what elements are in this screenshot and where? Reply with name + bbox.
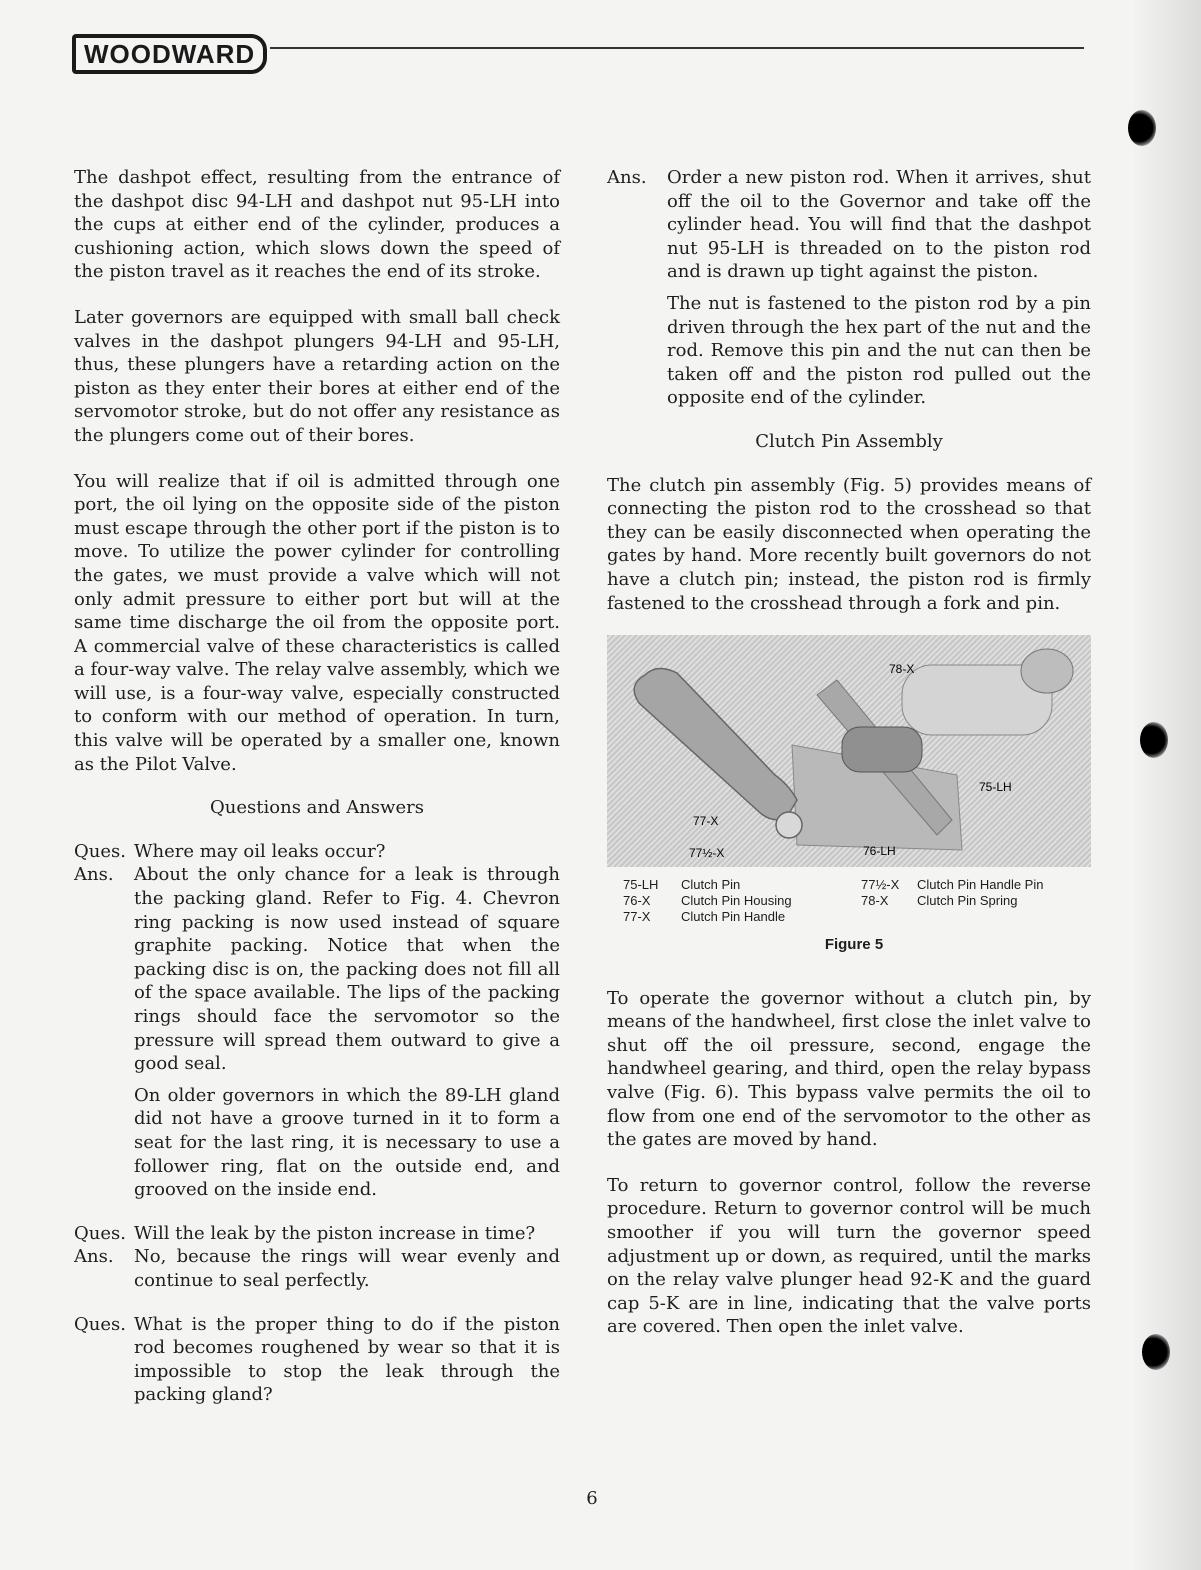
- answer-2: [74, 1245, 560, 1292]
- woodward-logo: WOODWARD: [72, 34, 267, 74]
- figure-legend: [623, 877, 1091, 925]
- legend-code: 78-X: [861, 893, 889, 909]
- page-number: 6: [586, 1488, 598, 1509]
- legend-name: Clutch Pin Spring: [917, 893, 1018, 909]
- legend-name: Clutch Pin Handle: [681, 909, 786, 925]
- ques-label: Ques.: [74, 1313, 126, 1335]
- callout-label: 76-LH: [863, 844, 896, 859]
- ball-check-paragraph: Later governors are equipped with small ball check valves in the dashpot plungers 94-LH and 95-LH, thus, these plungers have a retarding action on the piston as they enter their bores at either end of the servomotor stroke, but do not offer any resistance as the plungers come out of their bores.: [74, 306, 560, 446]
- binder-hole: [1128, 110, 1156, 146]
- question-2: [74, 1222, 560, 1246]
- ans-label: Ans.: [607, 167, 647, 188]
- left-column: [74, 166, 560, 1407]
- legend-code: 77½-X: [861, 877, 900, 893]
- answer-text: About the only chance for a leak is through the packing gland. Refer to Fig. 4. Chevron ring packing is now used instead of square graphite packing. Notice that when the packing disc is on, the packing does not fill all of the space available. The lips of the packing rings should face the servomotor so the pressure will spread them outward to give a good seal.: [134, 864, 560, 1075]
- clutch-pin-heading: Clutch Pin Assembly: [755, 430, 943, 452]
- answer-text: No, because the rings will wear evenly and continue to seal perfectly.: [134, 1246, 560, 1291]
- callout-label: 75-LH: [979, 780, 1012, 795]
- binder-hole: [1140, 722, 1168, 758]
- answer-1: [74, 863, 560, 1075]
- header-rule: [270, 47, 1084, 49]
- figure-5-photo: [607, 635, 1091, 867]
- legend-code: 77-X: [623, 909, 651, 925]
- question-3: [74, 1313, 560, 1407]
- ques-label: Ques.: [74, 840, 126, 862]
- callout-label: 77-X: [693, 814, 719, 829]
- question-text: Will the leak by the piston increase in time?: [134, 1222, 536, 1244]
- legend-name: Clutch Pin: [681, 877, 741, 893]
- clutch-pin-paragraph: The clutch pin assembly (Fig. 5) provides means of connecting the piston rod to the crosshead so that they can be easily disconnected when operating the gates by hand. More recently built governors do not have a clutch pin; instead, the piston rod is firmly fastened to the crosshead through a fork and pin.: [607, 474, 1091, 614]
- page-edge-shadow: [1131, 0, 1201, 1570]
- qa-heading: Questions and Answers: [210, 797, 424, 819]
- legend-name: Clutch Pin Handle Pin: [917, 877, 1044, 893]
- answer-1-continued: On older governors in which the 89-LH gland did not have a groove turned in it to form a seat for the last ring, it is necessary to use a follower ring, flat on the outside end, and grooved on the inside end.: [134, 1084, 560, 1201]
- answer-text: Order a new piston rod. When it arrives, shut off the oil to the Governor and take off the cylinder head. You will find that the dashpot nut 95-LH is threaded on to the piston rod and is drawn up tight against the piston.: [667, 167, 1091, 283]
- clutch-pin-assembly-photo: [607, 635, 1091, 867]
- ques-label: Ques.: [74, 1222, 126, 1244]
- four-way-valve-paragraph: You will realize that if oil is admitted through one port, the oil lying on the opposite side of the piston must escape through the other port if the piston is to move. To utilize the power cylinder for controlling the gates, we must provide a valve which will not only admit pressure to either port but will at the same time discharge the oil from the opposite port. A commercial valve of these characteristics is called a four-way valve. The relay valve assembly, which we will use, is a four-way valve, especially constructed to conform with our method of operation. In turn, this valve will be operated by a smaller one, known as the Pilot Valve.: [74, 470, 560, 775]
- question-text: Where may oil leaks occur?: [134, 840, 386, 862]
- dashpot-paragraph: The dashpot effect, resulting from the entrance of the dashpot disc 94-LH and dashpot nut 95-LH into the cups at either end of the cylinder, produces a cushioning action, which slows down the speed of the piston travel as it reaches the end of its stroke.: [74, 167, 560, 283]
- binder-hole: [1142, 1334, 1170, 1370]
- legend-code: 76-X: [623, 893, 651, 909]
- ans-label: Ans.: [74, 864, 114, 886]
- right-column: [607, 166, 1091, 1339]
- legend-name: Clutch Pin Housing: [681, 893, 792, 909]
- callout-label: 77½-X: [689, 846, 725, 861]
- question-text: What is the proper thing to do if the piston rod becomes roughened by wear so that it is impossible to stop the leak through the packing gland?: [134, 1313, 560, 1406]
- figure-caption: Figure 5: [824, 936, 884, 954]
- callout-label: 78-X: [889, 662, 915, 677]
- answer-3: [607, 166, 1091, 284]
- handwheel-paragraph: To operate the governor without a clutch pin, by means of the handwheel, first close the inlet valve to shut off the oil pressure, second, engage the handwheel gearing, and third, open the relay bypass valve (Fig. 6). This bypass valve permits the oil to flow from one end of the servomotor to the other as the gates are moved by hand.: [607, 987, 1091, 1151]
- ans-label: Ans.: [74, 1246, 114, 1268]
- answer-3-continued: The nut is fastened to the piston rod by a pin driven through the hex part of the nut and the rod. Remove this pin and the nut can then be taken off and the piston rod pulled out the opposite end of the cylinder.: [667, 292, 1091, 409]
- question-1: [74, 840, 560, 864]
- return-control-paragraph: To return to governor control, follow the reverse procedure. Return to governor control will be much smoother if you will turn the governor speed adjustment up or down, as required, until the marks on the relay valve plunger head 92-K and the guard cap 5-K are in line, indicating that the valve ports are covered. Then open the inlet valve.: [607, 1174, 1091, 1338]
- legend-code: 75-LH: [623, 877, 659, 893]
